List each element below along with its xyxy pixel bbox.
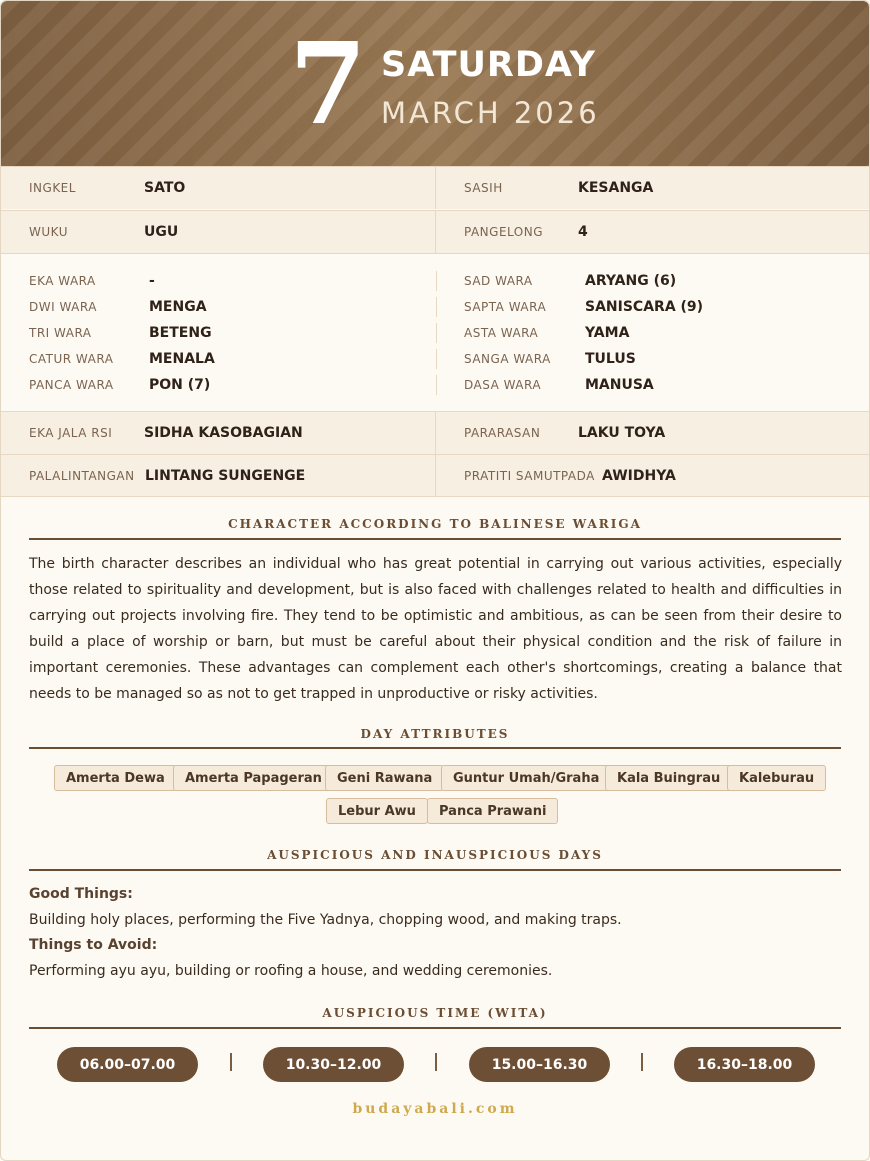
sasih-cell xyxy=(436,167,869,209)
attribute-chip: Geni Rawana xyxy=(325,765,444,791)
character-section-title: CHARACTER ACCORDING TO BALINESE WARIGA xyxy=(228,517,642,531)
wara-value: TULUS xyxy=(585,351,636,367)
pratiti-samutpada-value: AWIDHYA xyxy=(602,468,676,484)
palalintangan-label: PALALINTANGAN xyxy=(29,469,135,483)
pratiti-samutpada-cell xyxy=(436,455,869,497)
info-row-ingkel-sasih xyxy=(1,166,869,209)
wara-value: SANISCARA (9) xyxy=(585,299,704,315)
times-section-title: AUSPICIOUS TIME (WITA) xyxy=(322,1006,548,1020)
footer-brand: budayabali.com xyxy=(352,1101,518,1117)
wara-value: BETENG xyxy=(149,325,212,341)
wara-row xyxy=(464,372,654,398)
wara-label: TRI WARA xyxy=(29,326,92,340)
wara-row xyxy=(464,346,636,372)
wara-value: PON (7) xyxy=(149,377,211,393)
ingkel-label: INGKEL xyxy=(29,181,76,195)
wara-label: EKA WARA xyxy=(29,274,96,288)
good-things-text: Building holy places, performing the Five Yadnya, chopping wood, and making traps. xyxy=(29,912,622,928)
eka-jala-rsi-label: EKA JALA RSI xyxy=(29,426,113,440)
attribute-chip: Amerta Papageran xyxy=(173,765,334,791)
wara-value: MENALA xyxy=(149,351,215,367)
wara-label: SAPTA WARA xyxy=(464,300,547,314)
section-divider xyxy=(29,538,841,540)
wara-label: ASTA WARA xyxy=(464,326,539,340)
day-number: 7 xyxy=(289,19,367,150)
pangelong-value: 4 xyxy=(578,224,588,240)
wara-divider xyxy=(436,323,437,343)
wara-table xyxy=(1,253,869,411)
section-divider xyxy=(29,869,841,871)
wuku-label: WUKU xyxy=(29,225,68,239)
wara-label: SANGA WARA xyxy=(464,352,551,366)
wara-row xyxy=(464,268,676,294)
palalintangan-value: LINTANG SUNGENGE xyxy=(145,468,306,484)
sasih-value: KESANGA xyxy=(578,180,654,196)
attribute-chip: Guntur Umah/Graha xyxy=(441,765,611,791)
pararasan-label: PARARASAN xyxy=(464,426,541,440)
time-slot-separator xyxy=(435,1053,437,1071)
wara-label: DASA WARA xyxy=(464,378,542,392)
time-slot-separator xyxy=(641,1053,643,1071)
pararasan-value: LAKU TOYA xyxy=(578,425,666,441)
pangelong-label: PANGELONG xyxy=(464,225,544,239)
palalintangan-cell xyxy=(1,455,436,497)
date-header xyxy=(1,1,869,166)
time-slot-pill: 06.00–07.00 xyxy=(57,1047,198,1082)
wara-label: PANCA WARA xyxy=(29,378,114,392)
attribute-chip: Lebur Awu xyxy=(326,798,428,824)
wara-row xyxy=(464,294,703,320)
info-row-palalintangan-pratiti xyxy=(1,454,869,497)
pangelong-cell xyxy=(436,211,869,253)
wuku-cell xyxy=(1,211,436,253)
wara-label: SAD WARA xyxy=(464,274,533,288)
time-slot-pill: 15.00–16.30 xyxy=(469,1047,610,1082)
eka-jala-rsi-value: SIDHA KASOBAGIAN xyxy=(144,425,303,441)
pratiti-samutpada-label: PRATITI SAMUTPADA xyxy=(464,469,595,483)
good-things-heading: Good Things: xyxy=(29,886,133,902)
wara-row xyxy=(464,320,629,346)
section-divider xyxy=(29,747,841,749)
wara-label: DWI WARA xyxy=(29,300,97,314)
wara-divider xyxy=(436,297,437,317)
wara-value: ARYANG (6) xyxy=(585,273,677,289)
wara-label: CATUR WARA xyxy=(29,352,114,366)
sasih-label: SASIH xyxy=(464,181,503,195)
time-slot-pill: 10.30–12.00 xyxy=(263,1047,404,1082)
time-slot-pill: 16.30–18.00 xyxy=(674,1047,815,1082)
wuku-value: UGU xyxy=(144,224,179,240)
attribute-chip: Amerta Dewa xyxy=(54,765,177,791)
character-description: The birth character describes an individual who has great potential in carrying out various activities, especially those related to spirituality and development, but is also faced with challenges related to health and difficulties in carrying out projects involving fire. They tend to be optimistic and ambitious, as can be seen from their desire to build a place of worship or barn, but must be careful about their physical condition and the risk of failure in important ceremonies. These advantages can complement each other's shortcomings, creating a balance that needs to be managed so as not to get trapped in unproductive or risky activities. xyxy=(29,556,842,702)
info-row-wuku-pangelong xyxy=(1,210,869,253)
wara-divider xyxy=(436,375,437,395)
wara-divider xyxy=(436,349,437,369)
attribute-chip: Kaleburau xyxy=(727,765,826,791)
weekday-label: SATURDAY xyxy=(381,45,596,85)
wara-row xyxy=(29,372,210,398)
wara-divider xyxy=(436,271,437,291)
wara-row xyxy=(29,294,207,320)
wara-row xyxy=(29,346,215,372)
month-year-label: MARCH 2026 xyxy=(381,96,600,130)
pararasan-cell xyxy=(436,412,869,454)
wara-value: MANUSA xyxy=(585,377,654,393)
days-section-title: AUSPICIOUS AND INAUSPICIOUS DAYS xyxy=(267,848,603,862)
attribute-chip: Panca Prawani xyxy=(427,798,558,824)
time-slot-separator xyxy=(230,1053,232,1071)
wara-value: - xyxy=(149,273,155,289)
attributes-section-title: DAY ATTRIBUTES xyxy=(360,727,510,741)
attribute-chip: Kala Buingrau xyxy=(605,765,732,791)
eka-jala-rsi-cell xyxy=(1,412,436,454)
wara-row xyxy=(29,268,155,294)
wara-value: YAMA xyxy=(585,325,630,341)
ingkel-value: SATO xyxy=(144,180,186,196)
ingkel-cell xyxy=(1,167,436,209)
wara-row xyxy=(29,320,212,346)
wara-value: MENGA xyxy=(149,299,207,315)
section-divider xyxy=(29,1027,841,1029)
things-to-avoid-text: Performing ayu ayu, building or roofing a house, and wedding ceremonies. xyxy=(29,963,553,979)
things-to-avoid-heading: Things to Avoid: xyxy=(29,937,158,953)
info-row-ekajalarsi-pararasan xyxy=(1,411,869,454)
